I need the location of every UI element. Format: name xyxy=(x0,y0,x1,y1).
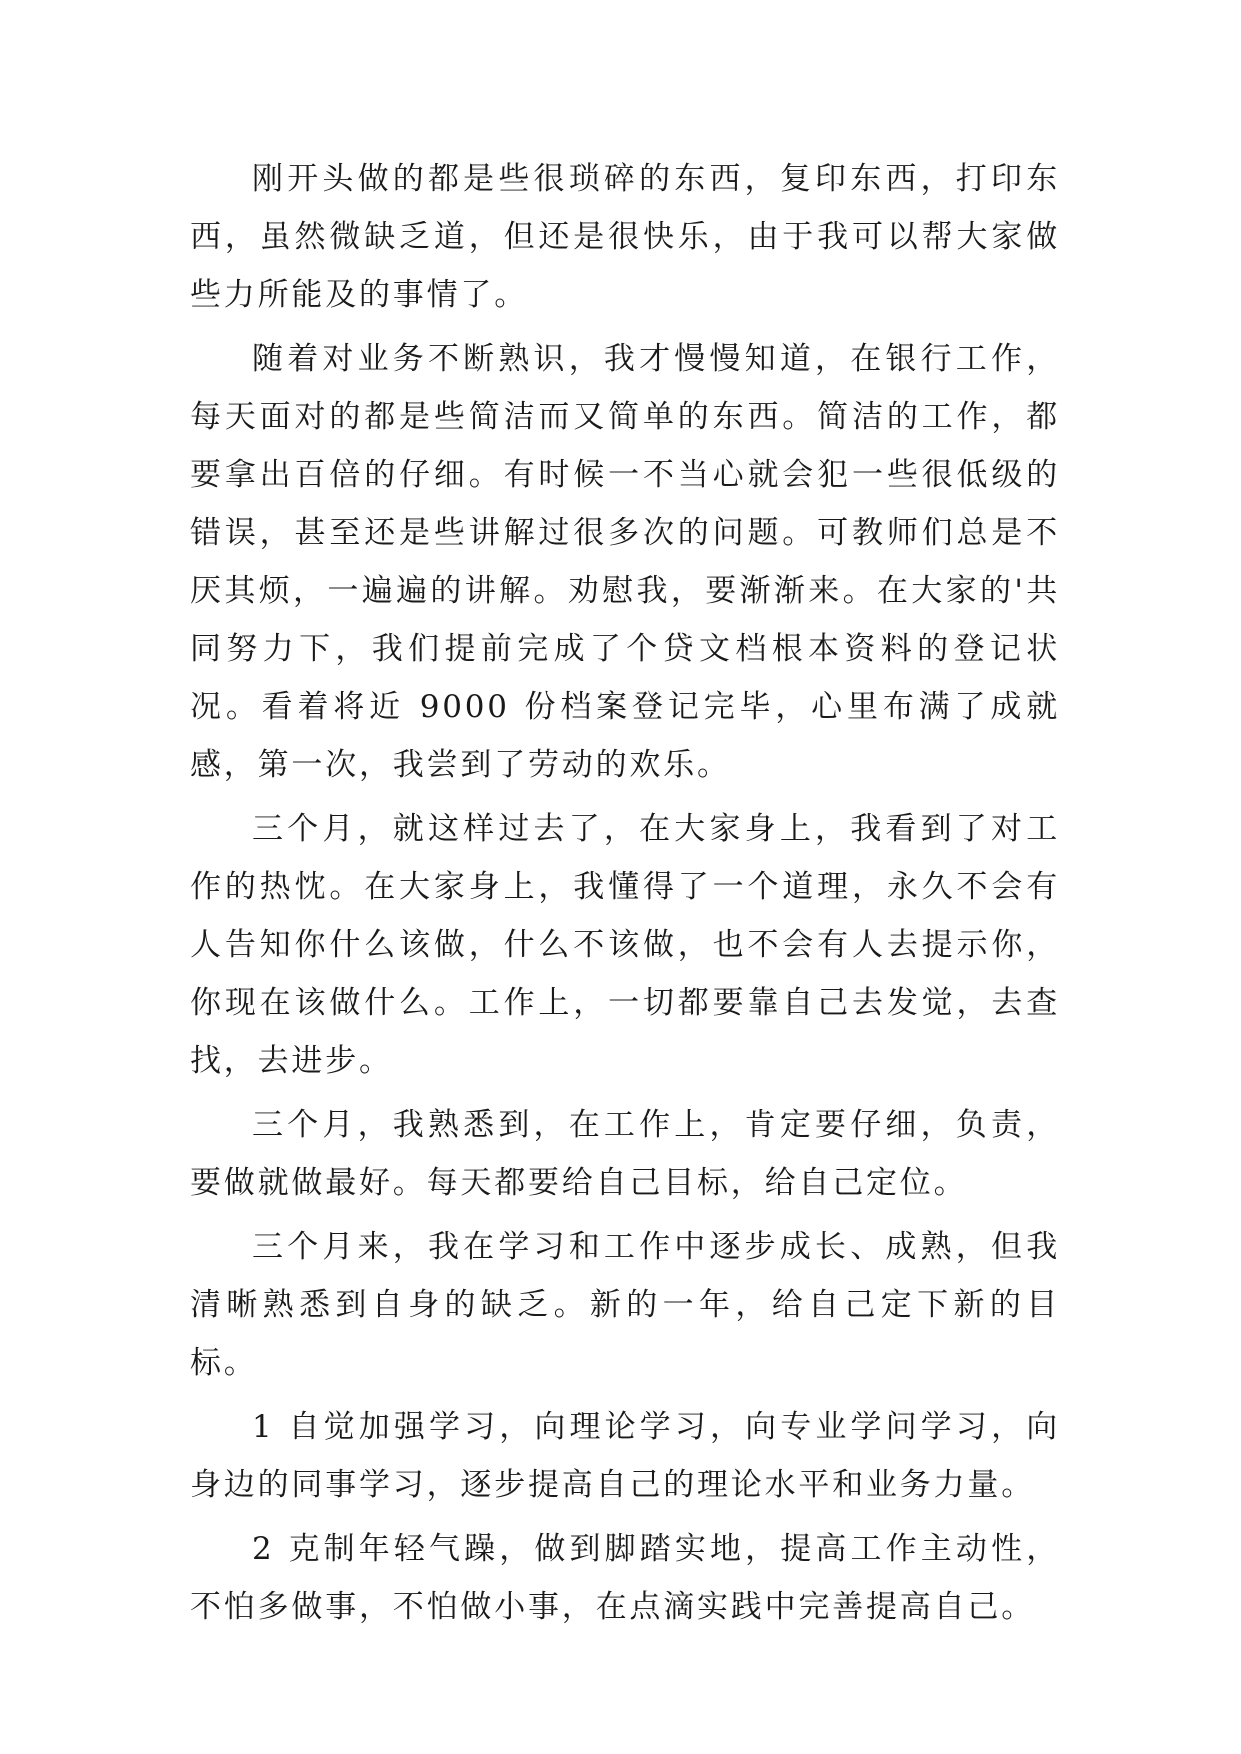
paragraph-2: 随着对业务不断熟识，我才慢慢知道，在银行工作，每天面对的都是些简洁而又简单的东西。简洁的工作，都要拿出百倍的仔细。有时候一不当心就会犯一些很低级的错误，甚至还是些讲解过很多次的问题。可教师们总是不厌其烦，一遍遍的讲解。劝慰我，要渐渐来。在大家的'共同努力下，我们提前完成了个贷文档根本资料的登记状况。看着将近 9000 份档案登记完毕，心里布满了成就感，第一次，我尝到了劳动的欢乐。 xyxy=(190,341,1060,783)
paragraph-7: 2 克制年轻气躁，做到脚踏实地，提高工作主动性，不怕多做事，不怕做小事，在点滴实践中完善提高自己。 xyxy=(190,1531,1060,1625)
document-body xyxy=(190,150,1060,1642)
paragraph-1: 刚开头做的都是些很琐碎的东西，复印东西，打印东西，虽然微缺乏道，但还是很快乐，由于我可以帮大家做些力所能及的事情了。 xyxy=(190,161,1060,313)
paragraph-5: 三个月来，我在学习和工作中逐步成长、成熟，但我清晰熟悉到自身的缺乏。新的一年，给自己定下新的目标。 xyxy=(190,1229,1060,1381)
paragraph-6: 1 自觉加强学习，向理论学习，向专业学问学习，向身边的同事学习，逐步提高自己的理论水平和业务力量。 xyxy=(190,1409,1060,1503)
paragraph-4: 三个月，我熟悉到，在工作上，肯定要仔细，负责，要做就做最好。每天都要给自己目标，给自己定位。 xyxy=(190,1107,1060,1201)
paragraph-3: 三个月，就这样过去了，在大家身上，我看到了对工作的热忱。在大家身上，我懂得了一个道理，永久不会有人告知你什么该做，什么不该做，也不会有人去提示你，你现在该做什么。工作上，一切都要靠自己去发觉，去查找，去进步。 xyxy=(190,811,1060,1079)
